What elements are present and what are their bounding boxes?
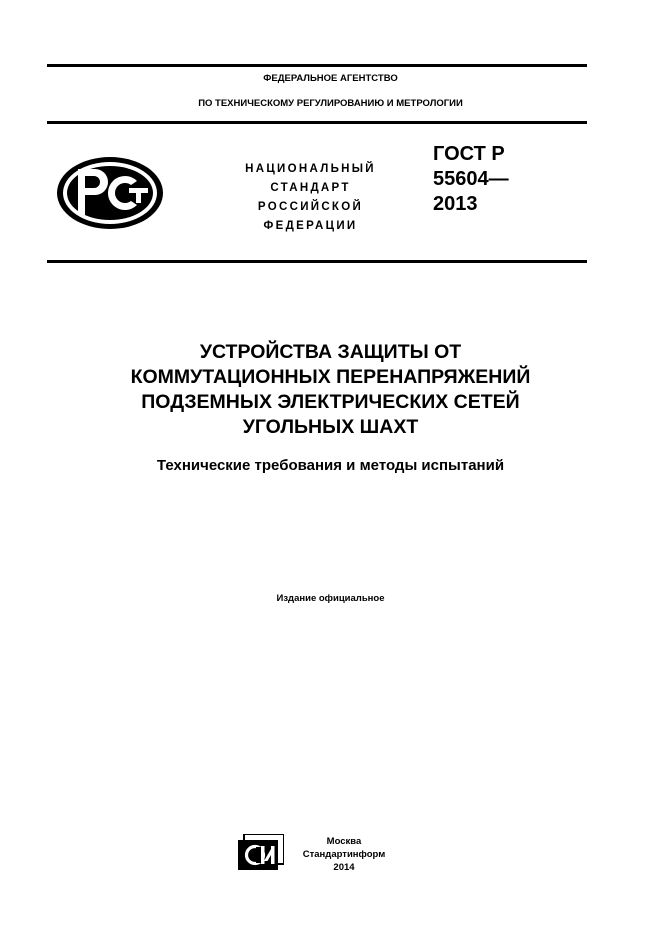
- publisher-name: Стандартинформ: [302, 849, 386, 860]
- edition-note: Издание официальное: [276, 593, 385, 604]
- standard-type-line-3: РОССИЙСКОЙ: [257, 201, 364, 213]
- title-line-3: ПОДЗЕМНЫХ ЭЛЕКТРИЧЕСКИХ СЕТЕЙ: [141, 391, 520, 413]
- publisher-year: 2014: [333, 862, 355, 873]
- title-line-4: УГОЛЬНЫХ ШАХТ: [242, 416, 419, 438]
- designation-line-1: ГОСТ Р: [433, 143, 505, 165]
- top-rule: [47, 64, 587, 67]
- title-line-2: КОММУТАЦИОННЫХ ПЕРЕНАПРЯЖЕНИЙ: [130, 366, 531, 388]
- title-line-1: УСТРОЙСТВА ЗАЩИТЫ ОТ: [199, 341, 462, 363]
- standartinform-logo-icon: [238, 834, 284, 875]
- document-title: [0, 340, 661, 440]
- publisher-city: Москва: [326, 836, 362, 847]
- designation-line-2: 55604—: [433, 168, 509, 190]
- agency-line-2: ПО ТЕХНИЧЕСКОМУ РЕГУЛИРОВАНИЮ И МЕТРОЛОГИИ: [198, 98, 463, 109]
- standard-type-line-1: НАЦИОНАЛЬНЫЙ: [245, 163, 376, 175]
- publisher-block: [294, 835, 394, 874]
- document-subtitle: Технические требования и методы испытаний: [156, 457, 505, 474]
- header-bottom-rule: [47, 260, 587, 263]
- rst-emblem-icon: [55, 155, 165, 236]
- agency-rule: [47, 121, 587, 124]
- standard-type-line-2: СТАНДАРТ: [270, 182, 351, 194]
- designation-line-3: 2013: [433, 193, 478, 215]
- standard-designation: [433, 142, 509, 217]
- standard-type-line-4: ФЕДЕРАЦИИ: [263, 220, 358, 232]
- standard-type: [228, 160, 393, 236]
- agency-line-1: ФЕДЕРАЛЬНОЕ АГЕНТСТВО: [263, 73, 398, 84]
